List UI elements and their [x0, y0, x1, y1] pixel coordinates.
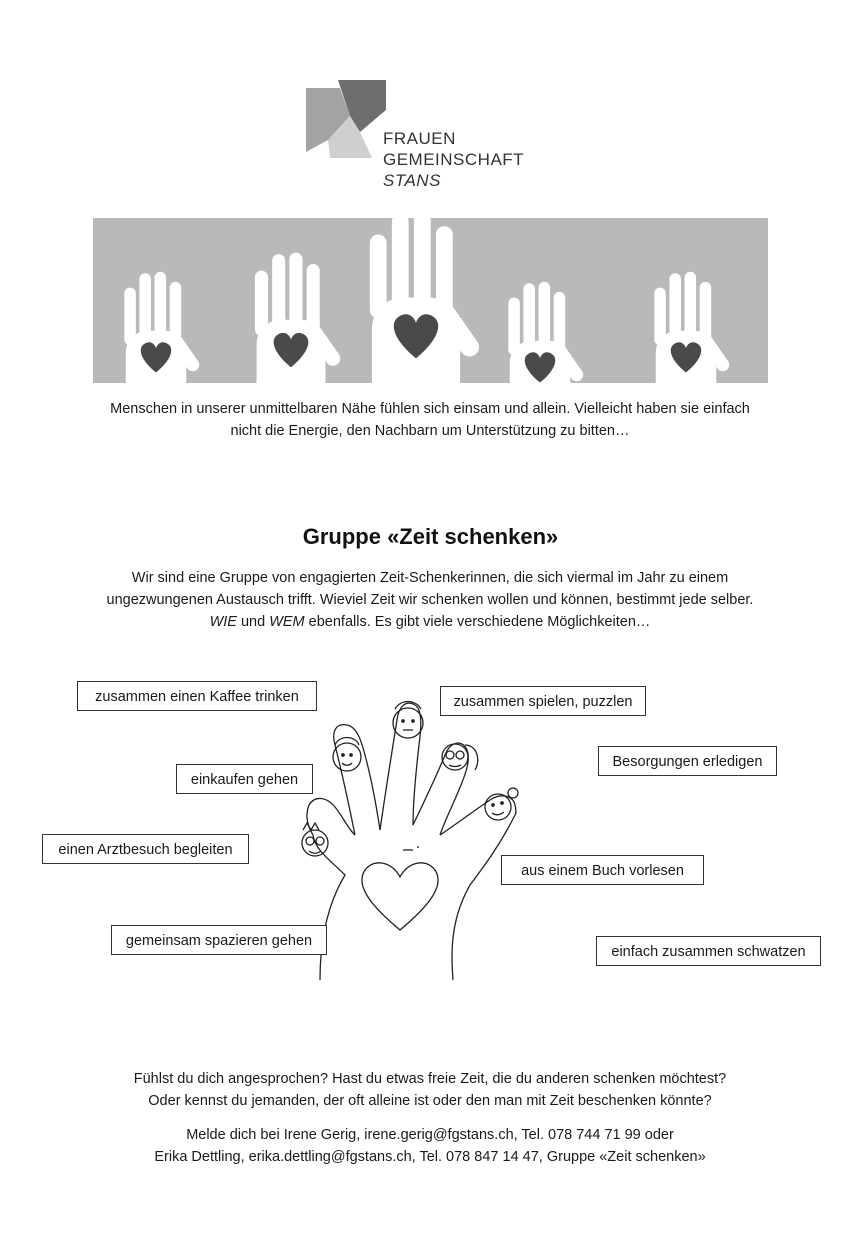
description-paragraph: [60, 567, 800, 633]
footer-question-1: Fühlst du dich angesprochen? Hast du etwas freie Zeit, die du anderen schenken möchtest?: [133, 1071, 727, 1087]
para-rest: ebenfalls. Es gibt viele verschiedene Möglichkeiten…: [304, 614, 651, 630]
intro-line-1: Menschen in unserer unmittelbaren Nähe fühlen sich einsam und allein. Vielleicht haben sie einfach: [110, 401, 750, 417]
intro-text: [60, 398, 800, 442]
para-line-3: [60, 611, 800, 633]
hands-banner: [93, 218, 768, 383]
para-wem: WEM: [269, 614, 305, 630]
footer-contact-1: Melde dich bei Irene Gerig, irene.gerig@fgstans.ch, Tel. 078 744 71 99 oder: [186, 1127, 674, 1143]
activity-spazieren: gemeinsam spazieren gehen: [111, 925, 327, 955]
logo-line-gemeinschaft: GEMEINSCHAFT: [383, 150, 525, 169]
activity-einkaufen: einkaufen gehen: [176, 764, 313, 794]
activity-schwatzen: einfach zusammen schwatzen: [596, 936, 821, 966]
footer-question-2: Oder kennst du jemanden, der oft alleine ist oder den man mit Zeit beschenken könnte?: [148, 1093, 712, 1109]
intro-line-2: nicht die Energie, den Nachbarn um Unterstützung zu bitten…: [230, 423, 630, 439]
footer-questions: [60, 1068, 800, 1112]
footer-contact: [60, 1124, 800, 1168]
activity-spielen: zusammen spielen, puzzlen: [440, 686, 646, 716]
activity-besorgungen: Besorgungen erledigen: [598, 746, 777, 776]
activity-kaffee: zusammen einen Kaffee trinken: [77, 681, 317, 711]
footer-contact-2: Erika Dettling, erika.dettling@fgstans.ch, Tel. 078 847 14 47, Gruppe «Zeit schenken»: [154, 1149, 706, 1165]
para-line-2: ungezwungenen Austausch trifft. Wieviel Zeit wir schenken wollen und können, bestimmt jede selber.: [106, 592, 754, 608]
page-title: Gruppe «Zeit schenken»: [302, 524, 559, 549]
para-wie: WIE: [209, 614, 237, 630]
activity-vorlesen: aus einem Buch vorlesen: [501, 855, 704, 885]
logo-line-stans: STANS: [383, 171, 441, 190]
frauengemeinschaft-logo: [300, 80, 390, 162]
para-und: und: [236, 614, 270, 630]
logo-line-frauen: FRAUEN: [383, 129, 456, 148]
raised-hands-with-hearts-icon: [93, 218, 768, 383]
activity-arztbesuch: einen Arztbesuch begleiten: [42, 834, 249, 864]
para-line-1: Wir sind eine Gruppe von engagierten Zeit-Schenkerinnen, die sich viermal im Jahr zu einem: [131, 570, 729, 586]
logo-wordmark: [383, 128, 524, 191]
